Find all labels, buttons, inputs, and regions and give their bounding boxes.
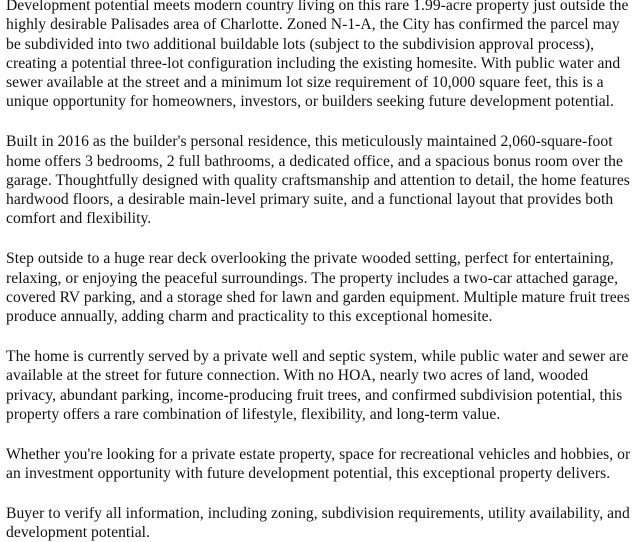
paragraph-disclaimer: Buyer to verify all information, including zoning, subdivision requirements, utility availability, and development potential. bbox=[6, 504, 630, 542]
paragraph-home-details: Built in 2016 as the builder's personal residence, this meticulously maintained 2,060-square-foot home offers 3 bedrooms, 2 full bathrooms, a dedicated office, and a spacious bonus room over the garage. Thoughtfully designed with quality craftsmanship and attention to detail, the home features hardwood floors, a desirable main-level primary suite, and a functional layout that provides both comfort and flexibility. bbox=[6, 133, 630, 228]
paragraph-development-potential: Development potential meets modern country living on this rare 1.99-acre property just outside the highly desirable Palisades area of Charlotte. Zoned N-1-A, the City has confirmed the parcel may be subdivided into two additional buildable lots (subject to the subdivision approval process), creating a potential three-lot configuration including the existing homesite. With public water and sewer available at the street and a minimum lot size requirement of 10,000 square feet, this is a unique opportunity for homeowners, investors, or builders seeking future development potential. bbox=[6, 0, 629, 111]
listing-description bbox=[6, 0, 632, 542]
paragraph-outdoor-features: Step outside to a huge rear deck overlooking the private wooded setting, perfect for entertaining, relaxing, or enjoying the peaceful surroundings. The property includes a two-car attached garage, covered RV parking, and a storage shed for lawn and garden equipment. Multiple mature fruit trees produce annually, adding charm and practicality to this exceptional homesite. bbox=[6, 250, 630, 326]
paragraph-utilities-and-value: The home is currently served by a private well and septic system, while public water and sewer are available at the street for future connection. With no HOA, nearly two acres of land, wooded privacy, abundant parking, income-producing fruit trees, and confirmed subdivision potential, this property offers a rare combination of lifestyle, flexibility, and long-term value. bbox=[6, 347, 629, 423]
paragraph-summary: Whether you're looking for a private estate property, space for recreational vehicles and hobbies, or an investment opportunity with future development potential, this exceptional property delivers. bbox=[6, 445, 631, 482]
